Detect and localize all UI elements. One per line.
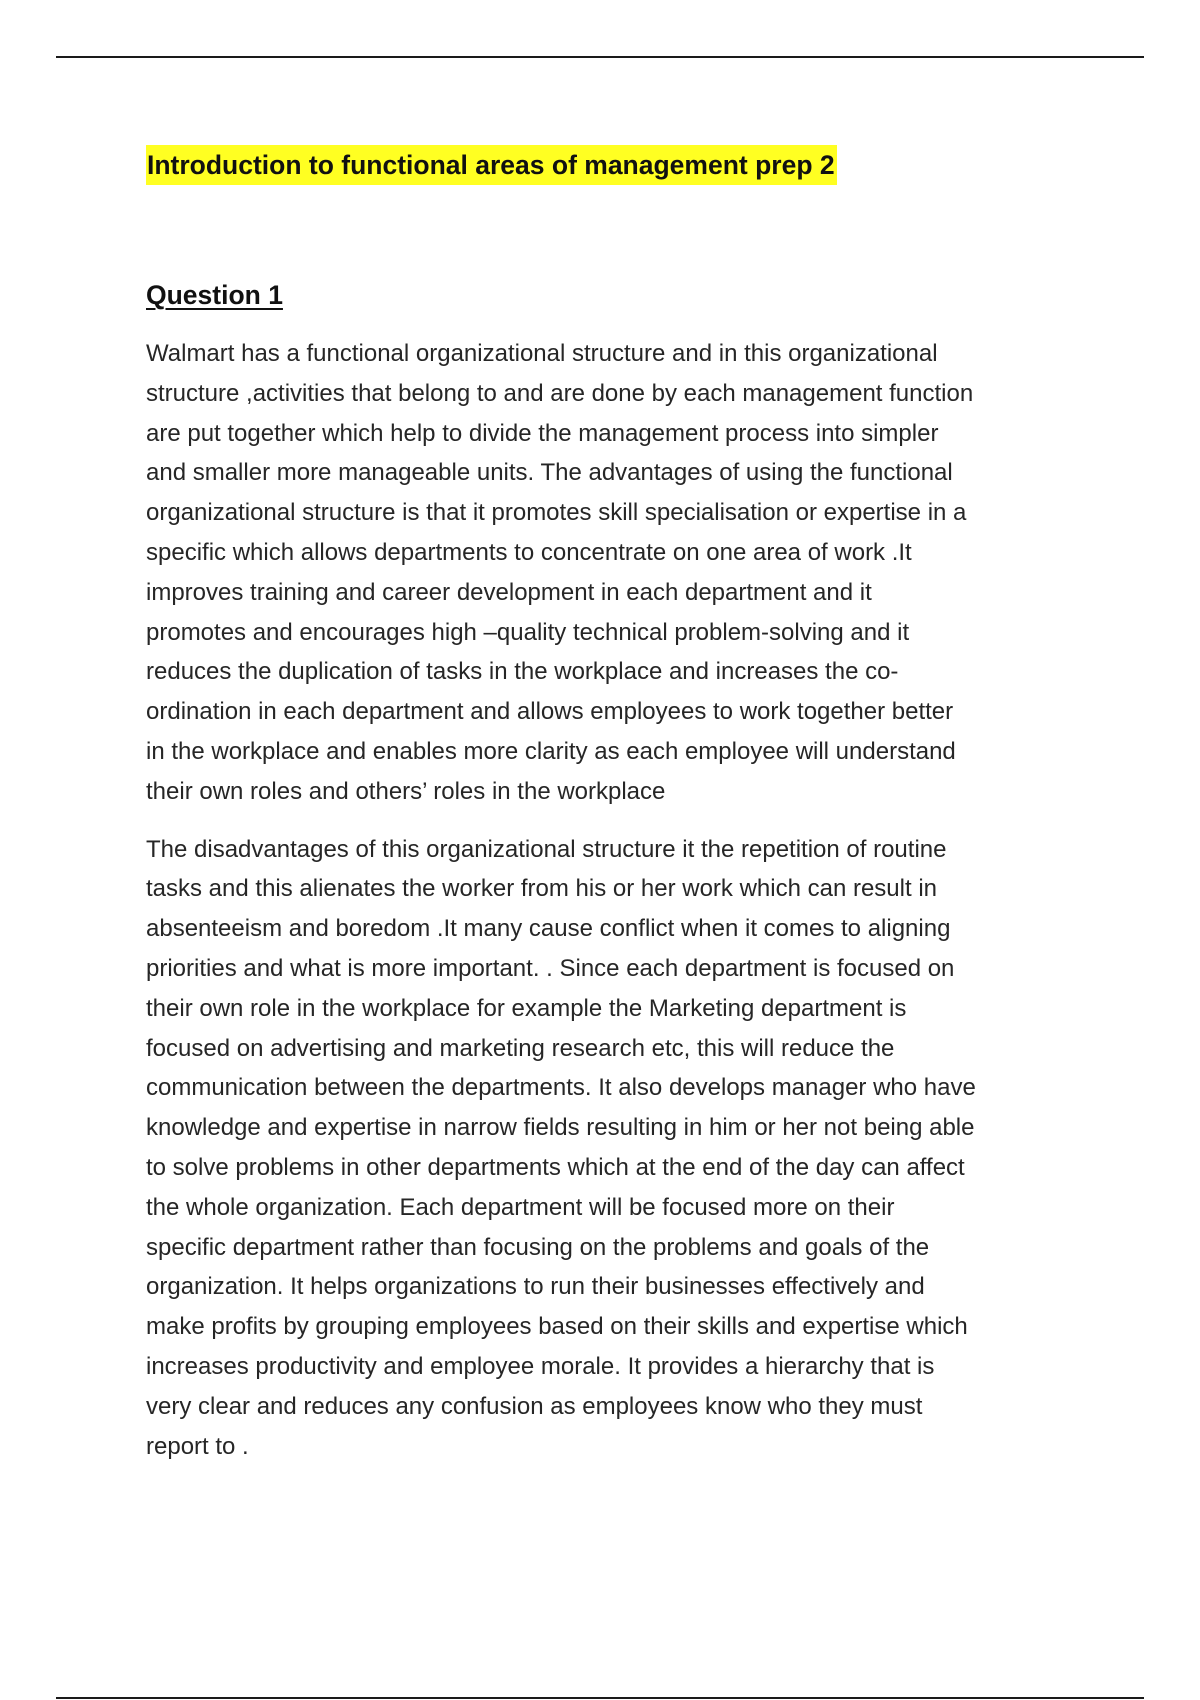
paragraph-line: are put together which help to divide the management process into simpler [146, 419, 939, 447]
paragraph-line: their own role in the workplace for example the Marketing department is [146, 994, 907, 1022]
paragraph-line: improves training and career development in each department and it [146, 578, 872, 606]
paragraph-line: in the workplace and enables more clarity as each employee will understand [146, 737, 956, 765]
bottom-rule [56, 1697, 1144, 1699]
paragraph-line: the whole organization. Each department will be focused more on their [146, 1193, 895, 1221]
document-title: Introduction to functional areas of management prep 2 [146, 145, 837, 185]
paragraph-line: priorities and what is more important. . Since each department is focused on [146, 954, 955, 982]
paragraph-line: organizational structure is that it promotes skill specialisation or expertise in a [146, 499, 967, 527]
paragraph-line: to solve problems in other departments which at the end of the day can affect [146, 1153, 965, 1181]
paragraph-line: specific department rather than focusing on the problems and goals of the [146, 1233, 930, 1261]
paragraph-line: report to . [146, 1432, 249, 1460]
paragraph-line: focused on advertising and marketing research etc, this will reduce the [146, 1034, 895, 1062]
paragraph-line: promotes and encourages high –quality technical problem-solving and it [146, 618, 910, 646]
question-heading: Question 1 [146, 280, 283, 310]
paragraph-advantages [146, 334, 1076, 812]
document-title-wrapper [146, 145, 1076, 185]
document-body [146, 145, 1076, 1466]
paragraph-line: tasks and this alienates the worker from his or her work which can result in [146, 875, 938, 903]
paragraph-line: absenteeism and boredom .It many cause conflict when it comes to aligning [146, 915, 951, 943]
paragraph-line: organization. It helps organizations to run their businesses effectively and [146, 1273, 925, 1301]
paragraph-line: The disadvantages of this organizational structure it the repetition of routine [146, 835, 947, 863]
paragraph-line: ordination in each department and allows employees to work together better [146, 698, 954, 726]
paragraph-line: and smaller more manageable units. The advantages of using the functional [146, 459, 953, 487]
paragraph-line: reduces the duplication of tasks in the workplace and increases the co- [146, 658, 899, 686]
paragraph-line: knowledge and expertise in narrow fields resulting in him or her not being able [146, 1114, 975, 1142]
paragraph-line: very clear and reduces any confusion as employees know who they must [146, 1392, 923, 1420]
paragraph-line: specific which allows departments to concentrate on one area of work .It [146, 538, 912, 566]
paragraph-disadvantages [146, 830, 1076, 1467]
paragraph-line: Walmart has a functional organizational structure and in this organizational [146, 340, 938, 367]
paragraph-line: communication between the departments. It also develops manager who have [146, 1074, 976, 1102]
paragraph-line: make profits by grouping employees based on their skills and expertise which [146, 1313, 968, 1341]
paragraph-line: structure ,activities that belong to and are done by each management function [146, 379, 974, 407]
paragraph-line: increases productivity and employee morale. It provides a hierarchy that is [146, 1352, 935, 1380]
top-rule [56, 56, 1144, 58]
paragraph-line: their own roles and others’ roles in the workplace [146, 777, 666, 805]
